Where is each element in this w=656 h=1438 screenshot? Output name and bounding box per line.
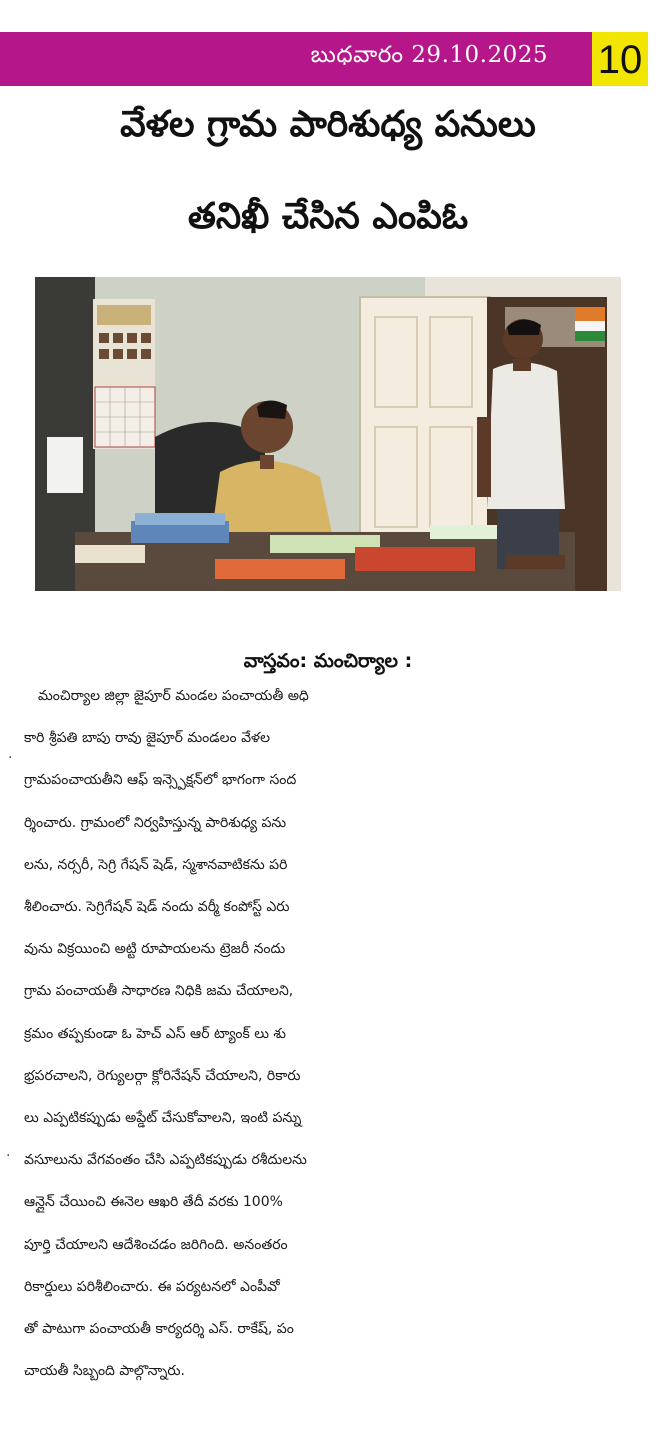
body-line: తో పాటుగా పంచాయతీ కార్యదర్శి ఎస్. రాకేష్, పం <box>24 1321 294 1337</box>
body-line: కారి శ్రీపతి బాపు రావు జైపూర్ మండలం వేళల <box>24 730 271 747</box>
issue-date: బుధవారం 29.10.2025 <box>310 42 548 68</box>
news-photo <box>35 277 621 591</box>
body-line: భ్రపరచాలని, రెగ్యులర్గా క్లోరినేషన్ చేయాలని, రికారు <box>24 1067 301 1084</box>
body-line: పూర్తి చేయాలని ఆదేశించడం జరిగింది. అనంతరం <box>24 1236 288 1253</box>
body-line: శీలించారు. సెగ్రిగేషన్ షెడ్ నందు వర్మీ కంపోస్ట్ ఎరు <box>24 899 290 915</box>
body-line: వసూలును వేగవంతం చేసి ఎప్పటికప్పుడు రశీదులను <box>24 1152 307 1169</box>
body-line: రికార్డులు పరిశీలించారు. ఈ పర్యటనలో ఎంపీవో <box>24 1278 280 1295</box>
body-line: ర్శించారు. గ్రామంలో నిర్వహిస్తున్న పారిశుధ్య పను <box>24 814 287 831</box>
body-line: క్రమం తప్పకుండా ఓ హెచ్ ఎస్ ఆర్ ట్యాంక్ లు శు <box>24 1025 286 1042</box>
article-dateline: వాస్తవం: మంచిర్యాల : <box>243 650 413 672</box>
body-line: గ్రామ పంచాయతీ సాధారణ నిధికి జమ చేయాలని, <box>24 983 294 1000</box>
gutter-dot: . <box>6 1144 11 1160</box>
headline-line-2: తనిఖీ చేసిన ఎంపిఓ <box>187 196 469 237</box>
page-header-band <box>0 32 656 86</box>
body-line: ఆన్లైన్ చేయించి ఈనెల ఆఖరి తేదీ వరకు 100% <box>24 1194 283 1211</box>
body-line: చాయతీ సిబ్బంది పాల్గొన్నారు. <box>24 1363 185 1380</box>
body-line: లు ఎప్పటికప్పుడు అప్డేట్ చేసుకోవాలని, ఇంటి పన్ను <box>24 1110 302 1126</box>
page-number: 10 <box>592 32 648 86</box>
headline-line-1: వేళల గ్రామ పారిశుధ్య పనులు <box>120 104 536 145</box>
body-line: వును విక్రయించి అట్టి రూపాయలను ట్రెజరీ నందు <box>24 941 286 958</box>
body-line: గ్రామపంచాయతీని ఆఫ్ ఇన్స్పెక్షన్‌లో భాగంగా సంద <box>24 772 297 789</box>
body-line: మంచిర్యాల జిల్లా జైపూర్ మండల పంచాయతీ అధి <box>38 688 309 704</box>
photo-office-inspection-icon <box>35 277 621 591</box>
gutter-dot: . <box>8 746 13 762</box>
body-line: లను, నర్సరీ, సెగ్రి గేషన్ షెడ్, స్మశానవాటికను పరి <box>24 856 288 873</box>
